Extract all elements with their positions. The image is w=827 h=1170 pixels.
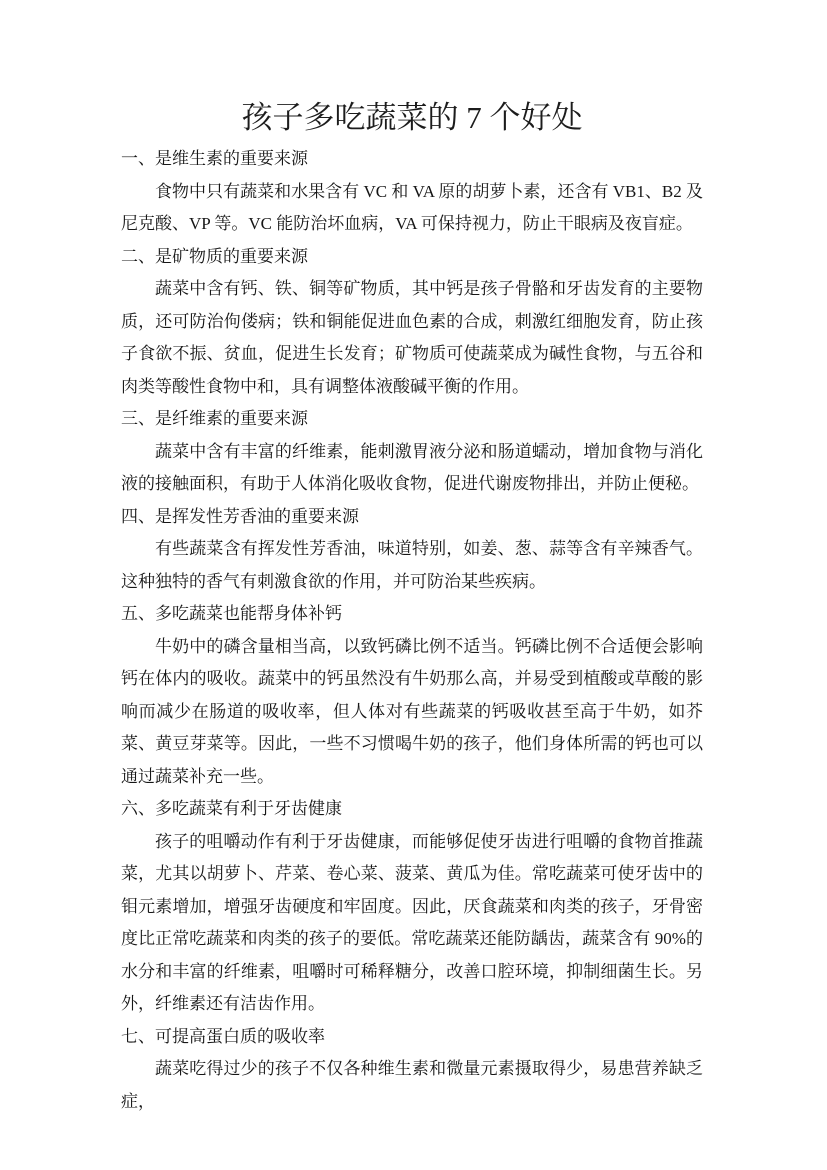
section-paragraph: 食物中只有蔬菜和水果含有 VC 和 VA 原的胡萝卜素，还含有 VB1、B2 及尼克酸、VP 等。VC 能防治坏血病，VA 可保持视力，防止干眼病及夜盲症。 (121, 181, 703, 233)
section-paragraph: 蔬菜中含有钙、铁、铜等矿物质，其中钙是孩子骨骼和牙齿发育的主要物质，还可防治佝偻病；铁和铜能促进血色素的合成，刺激红细胞发育，防止孩子食欲不振、贫血，促进生长发育；矿物质可使蔬菜成为碱性食物，与五谷和肉类等酸性食物中和，具有调整体液酸碱平衡的作用。 (121, 279, 703, 396)
section (121, 241, 703, 404)
section-heading: 三、是纤维素的重要来源 (121, 409, 308, 428)
section-heading: 一、是维生素的重要来源 (121, 149, 308, 168)
section-paragraph: 牛奶中的磷含量相当高，以致钙磷比例不适当。钙磷比例不合适便会影响钙在体内的吸收。蔬菜中的钙虽然没有牛奶那么高，并易受到植酸或草酸的影响而减少在肠道的吸收率，但人体对有些蔬菜的钙吸收甚至高于牛奶，如芥菜、黄豆芽菜等。因此，一些不习惯喝牛奶的孩子，他们身体所需的钙也可以通过蔬菜补充一些。 (121, 636, 703, 786)
section (121, 143, 703, 241)
doc-title: 孩子多吃蔬菜的 7 个好处 (241, 100, 583, 135)
section-paragraph: 蔬菜吃得过少的孩子不仅各种维生素和微量元素摄取得少，易患营养缺乏症， (121, 1059, 703, 1111)
section-heading: 二、是矿物质的重要来源 (121, 246, 308, 266)
section-paragraph: 有些蔬菜含有挥发性芳香油，味道特别，如姜、葱、蒜等含有辛辣香气。这种独特的香气有刺激食欲的作用，并可防治某些疾病。 (121, 539, 703, 591)
section-paragraph: 蔬菜中含有丰富的纤维素，能刺激胃液分泌和肠道蠕动，增加食物与消化液的接触面积，有助于人体消化吸收食物，促进代谢废物排出，并防止便秘。 (121, 441, 703, 493)
section-heading: 五、多吃蔬菜也能帮身体补钙 (121, 604, 342, 623)
section (121, 501, 703, 599)
section-heading: 四、是挥发性芳香油的重要来源 (121, 506, 359, 526)
section-heading: 六、多吃蔬菜有利于牙齿健康 (121, 799, 342, 818)
section (121, 1021, 703, 1119)
doc-body (121, 143, 703, 1118)
section (121, 598, 703, 793)
section-heading: 七、可提高蛋白质的吸收率 (121, 1026, 325, 1046)
section (121, 793, 703, 1021)
section (121, 403, 703, 501)
section-paragraph: 孩子的咀嚼动作有利于牙齿健康，而能够促使牙齿进行咀嚼的食物首推蔬菜，尤其以胡萝卜、芹菜、卷心菜、菠菜、黄瓜为佳。常吃蔬菜可使牙齿中的钼元素增加，增强牙齿硬度和牢固度。因此，厌食蔬菜和肉类的孩子，牙骨密度比正常吃蔬菜和肉类的孩子的要低。常吃蔬菜还能防龋齿，蔬菜含有 90%的水分和丰富的纤维素，咀嚼时可稀释糖分，改善口腔环境，抑制细菌生长。另外，纤维素还有洁齿作用。 (121, 831, 703, 1013)
